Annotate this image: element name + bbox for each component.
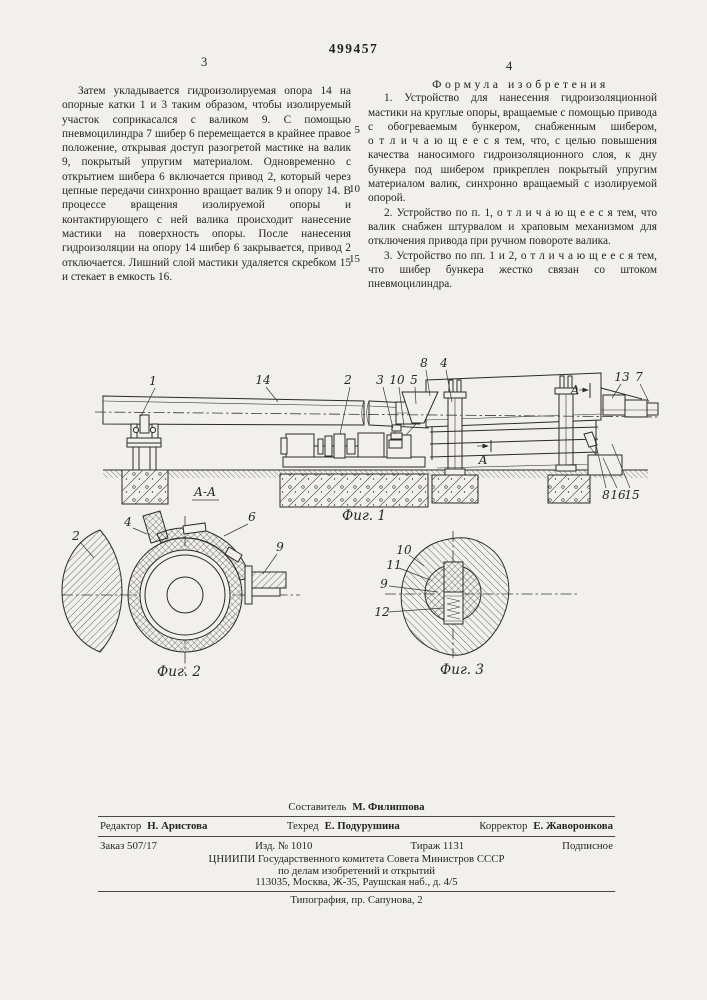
fig2-caption: Фиг. 2 xyxy=(157,664,201,680)
description-paragraph: Затем укладывается гидроизолируемая опора 14 на опорные катки 1 и 3 таким образом, чтобы изолируемый участок соприкасался с валиком 9. С помощью пневмоцилиндра 7 шибер 6 перемещается в крайнее правое положение, открывая доступ разогретой мастике на валик 9, покрытый упругим материалом. Одновременно с открытием шибера 6 включается привод 2, который через цепные передачи синхронно вращает валик 9 и опору 14. В процессе вращения изолируемой опоры и контактирующего с ней валика происходит нанесение мастики на поверхность опоры. После нанесения гидроизоляции на опору 14 шибер 6 закрывается, привод 2 отключается. Лишний слой мастики удаляется скребком 15 и стекает в емкость 16. xyxy=(62,85,351,283)
org-line-2: по делам изобретений и открытий xyxy=(277,864,436,877)
claims-heading: Формула изобретения xyxy=(432,77,609,91)
callout-label: 1 xyxy=(149,374,157,388)
callout-label: 16 xyxy=(610,488,626,502)
scraper-and-container xyxy=(584,432,622,475)
mastic-roller-unit xyxy=(245,566,286,604)
claims-column xyxy=(368,77,657,291)
callout-label: 9 xyxy=(276,540,284,554)
margin-line-number-15: 15 xyxy=(349,253,360,265)
margin-line-number-10: 10 xyxy=(349,183,360,195)
svg-text:А: А xyxy=(570,383,580,397)
svg-text:А-А: А-А xyxy=(193,485,217,499)
callout-label: 4 xyxy=(124,515,132,529)
callout-label: 13 xyxy=(614,370,630,384)
callout-label: 5 xyxy=(410,373,418,387)
section-label-aa xyxy=(192,485,219,500)
margin-line-number-5: 5 xyxy=(354,124,360,136)
callout-label: 6 xyxy=(248,510,256,524)
patent-number: 499457 xyxy=(328,41,379,56)
callout-label: 15 xyxy=(624,488,640,502)
printer-line: Типография, пр. Сапунова, 2 xyxy=(290,893,423,906)
pipe-cross-section xyxy=(128,538,242,652)
footer-rule xyxy=(98,891,615,892)
callout-label: 12 xyxy=(374,605,390,619)
page-number-right: 4 xyxy=(506,59,513,73)
imprint-footer xyxy=(98,801,615,907)
callout-label: 2 xyxy=(72,529,80,543)
pipe-support xyxy=(103,396,428,428)
callout-label: 7 xyxy=(635,370,643,384)
roller-crescent xyxy=(62,530,122,652)
callout-label: 8 xyxy=(420,356,428,370)
techred-credit: Техред Е. Подурушина xyxy=(286,820,400,832)
corrector-credit: Корректор Е. Жаворонкова xyxy=(479,820,613,832)
fig1-drawing xyxy=(95,356,660,524)
fig3-drawing xyxy=(374,531,578,678)
issue-number: Изд. № 1010 xyxy=(255,840,313,852)
callout-label: 14 xyxy=(255,373,271,387)
callout-label: 9 xyxy=(380,577,388,591)
footer-rule xyxy=(98,836,615,837)
composer-line: Составитель М. Филиппова xyxy=(288,801,425,813)
callout-label: 8 xyxy=(602,488,610,502)
callout-label: 3 xyxy=(376,373,384,387)
patent-drawings xyxy=(0,340,707,700)
editor-credit: Редактор Н. Аристова xyxy=(100,820,208,832)
page-number-left: 3 xyxy=(201,55,208,69)
section-arrow-bottom xyxy=(477,440,491,467)
claim-3: 3. Устройство по пп. 1 и 2, о т л и ч а ю щ е е с я тем, что шибер бункера жестко связан со штоком пневмоцилиндра. xyxy=(368,249,657,291)
callout-label: 11 xyxy=(386,558,402,572)
callout-label: 4 xyxy=(440,356,448,370)
footer-rule xyxy=(98,816,615,817)
callout-label: 10 xyxy=(396,543,412,557)
staff-row xyxy=(98,819,615,834)
org-line-3: 113035, Москва, Ж-35, Раушская наб., д. 4/5 xyxy=(255,876,458,888)
subscription: Подписное xyxy=(562,840,613,852)
description-column xyxy=(62,84,351,284)
claim-2: 2. Устройство по п. 1, о т л и ч а ю щ е е с я тем, что валик снабжен штурвалом и храповым механизмом для отключения привода при ручном повороте валика. xyxy=(368,206,657,248)
callout-label: 2 xyxy=(344,373,352,387)
claim-1: 1. Устройство для нанесения гидроизоляционной мастики на круглые опоры, вращаемые с помощью привода с обогреваемым бункером, снабженным шибером, о т л и ч а ю щ е е с я тем, что, с целью повышения качества наносимого гидроизоляционного слоя, к дну бункера под шибером прикреплен покрытый упругим материалом валик, синхронно вращаемый с изолируемой опорой. xyxy=(368,92,657,205)
fig1-caption: Фиг. 1 xyxy=(342,508,386,524)
order-row xyxy=(98,839,615,854)
svg-text:А: А xyxy=(478,453,488,467)
fig2-drawing xyxy=(62,510,300,680)
pneumocylinder-bracket xyxy=(601,388,658,417)
print-run: Тираж 1131 xyxy=(410,840,465,852)
spring-plug xyxy=(444,562,463,624)
callout-label: 10 xyxy=(389,373,405,387)
fig3-caption: Фиг. 3 xyxy=(440,662,484,678)
order-number: Заказ 507/17 xyxy=(100,840,158,852)
org-line-1: ЦНИИПИ Государственного комитета Совета Министров СССР xyxy=(208,853,505,865)
